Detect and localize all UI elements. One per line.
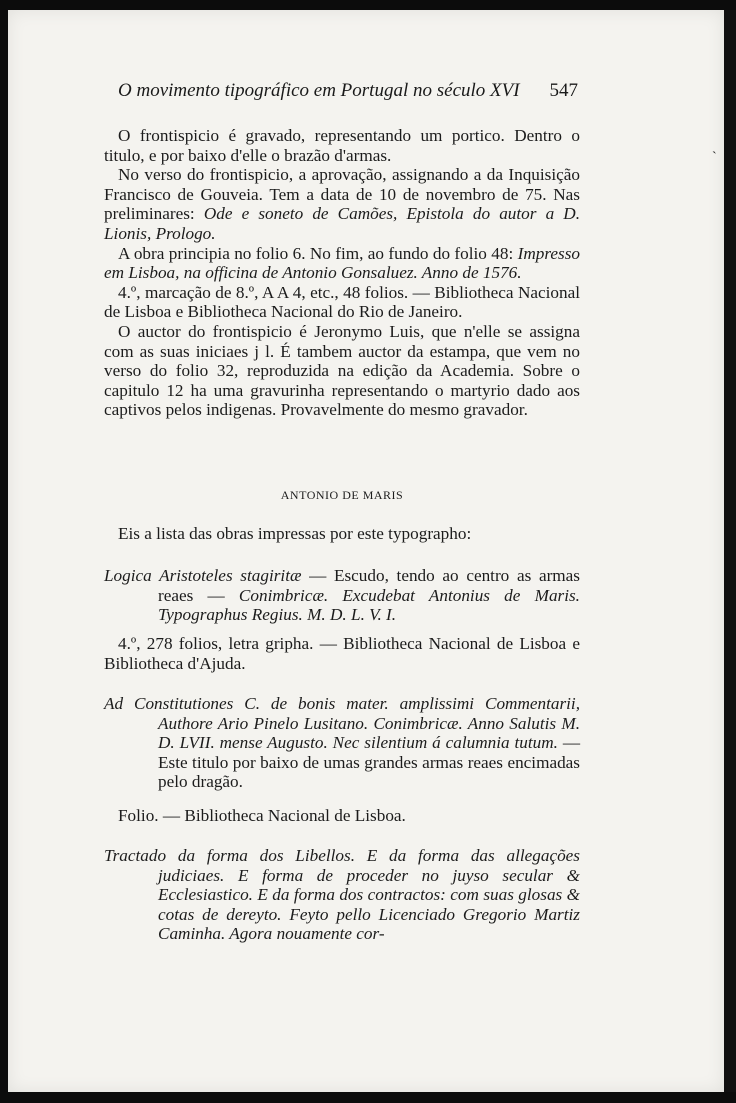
paragraph-text: No verso do frontispicio, a aprovação, assignando a da Inquisição Francisco de Gouveia. Tem a data de 10 de novembro de 75. Nas preliminares: — [104, 165, 580, 224]
entry-note: 4.º, 278 folios, letra gripha. — Bibliotheca Nacional de Lisboa e Bibliotheca d'Ajuda. — [104, 634, 580, 673]
paragraph: O auctor do frontispicio é Jeronymo Luis, que n'elle se assigna com as suas iniciaes j l. É tambem auctor da estampa, que vem no verso do folio 32, reproduzida na edição da Academia. Sobre o capitulo 12 ha uma gravurinha representando o martyrio dado aos captivos pelos indigenas. Provavelmente do mesmo gravador. — [104, 321, 580, 420]
running-title: O movimento tipográfico em Portugal no século XVI — [118, 80, 520, 101]
paragraph-italic: Impresso em Lisboa, na officina de Antonio Gonsaluez. Anno de 1576. — [104, 243, 580, 283]
body-text — [104, 126, 580, 420]
section-intro-block — [104, 524, 580, 544]
entry-title: Tractado da forma dos Libellos. E da forma das allegações judiciaes. E forma de proceder no juyso secular & Ecclesiastico. E da forma dos contractos: com suas glosas & cotas de dereyto. Feyto pello Licenciado Gregorio Martiz Caminha. Agora nouamente cor- — [104, 846, 580, 944]
paragraph — [104, 165, 580, 243]
paragraph: O frontispicio é gravado, representando um portico. Dentro o titulo, e por baixo d'elle o brazão d'armas. — [104, 126, 580, 165]
paragraph: 4.º, marcação de 8.º, A A 4, etc., 48 folios. — Bibliotheca Nacional de Lisboa e Bibliotheca Nacional do Rio de Janeiro. — [104, 282, 580, 322]
running-header — [118, 80, 578, 102]
scan-speck: ˋ — [712, 150, 717, 165]
page-number: 547 — [549, 80, 578, 101]
scan-border — [724, 10, 736, 1092]
bibliography-entry — [104, 694, 580, 792]
entry-note-block — [104, 634, 580, 673]
section-heading: ANTONIO DE MARIS — [280, 488, 404, 502]
paragraph — [104, 244, 580, 283]
entry-note-block — [104, 806, 580, 826]
bibliography-entry — [104, 566, 580, 625]
bibliography-entry — [104, 846, 580, 944]
paragraph-text: A obra principia no folio 6. No fim, ao fundo do folio 48: — [118, 243, 518, 263]
entry-note: Folio. — Bibliotheca Nacional de Lisboa. — [118, 806, 406, 825]
entry-title: Logica Aristoteles stagiritæ — Escudo, tendo ao centro as armas reaes — Conimbricæ. Excudebat Antonius de Maris. Typographus Regius. M. D. L. V. I. — [104, 566, 580, 625]
entry-title: Ad Constitutiones C. de bonis mater. amplissimi Commentarii, Authore Ario Pinelo Lusitano. Conimbricæ. Anno Salutis M. D. LVII. mense Augusto. Nec silentium á calumnia tutum. — Este titulo por baixo de umas grandes armas reaes encimadas pelo dragão. — [104, 694, 581, 792]
paragraph-italic: Ode e soneto de Camões, Epistola do autor a D. Lionis, Prologo. — [104, 204, 580, 243]
section-intro: Eis a lista das obras impressas por este typographo: — [118, 524, 472, 543]
